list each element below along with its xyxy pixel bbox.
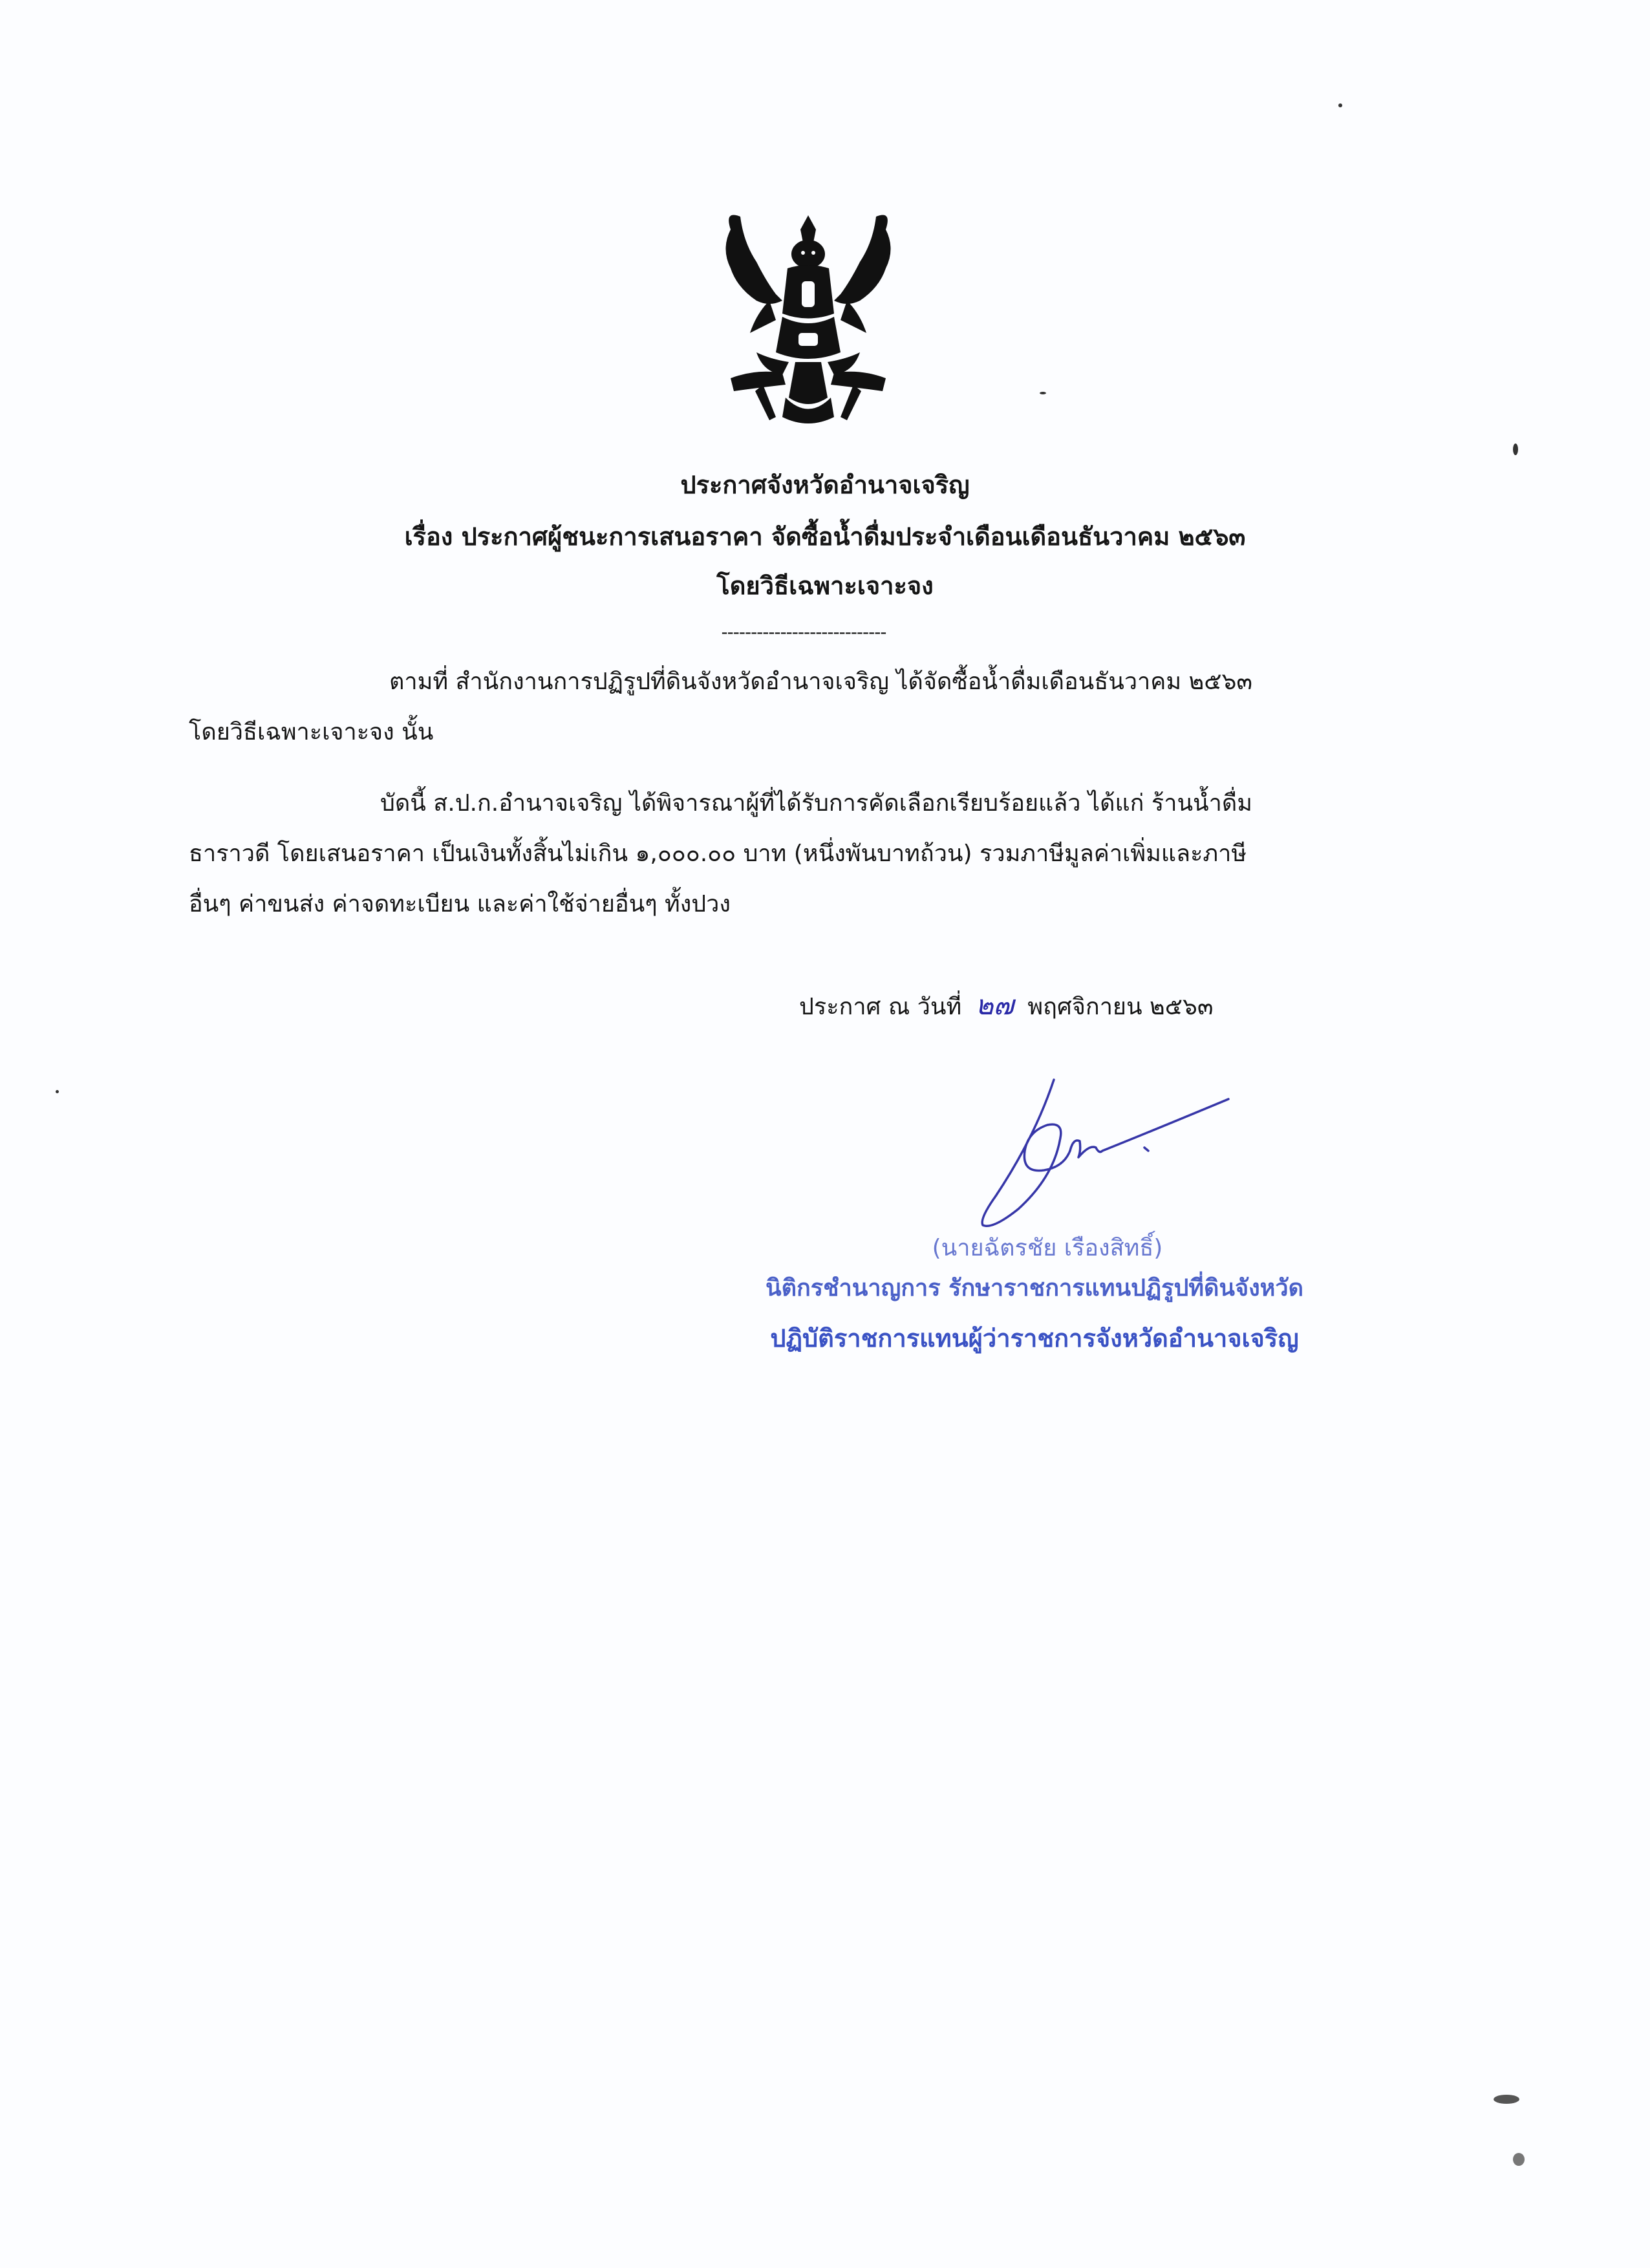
- scan-speck: [1513, 444, 1518, 455]
- garuda-emblem-icon: [705, 204, 912, 430]
- scan-speck: [1040, 392, 1046, 394]
- header-divider: ----------------------------: [721, 621, 886, 643]
- scan-speck: [1494, 2095, 1519, 2104]
- date-prefix: ประกาศ ณ วันที่: [799, 994, 962, 1020]
- announcement-date: [799, 989, 1214, 1023]
- paragraph2-line2: ธาราวดี โดยเสนอราคา เป็นเงินทั้งสิ้นไม่เกิน ๑,๐๐๐.๐๐ บาท (หนึ่งพันบาทถ้วน) รวมภาษีมูลค่าเพิ่มและภาษี: [189, 840, 1247, 867]
- date-month-year: พฤศจิกายน ๒๕๖๓: [1027, 994, 1214, 1020]
- scan-speck: [1513, 2153, 1525, 2166]
- paragraph1-line1: ตามที่ สำนักงานการปฏิรูปที่ดินจังหวัดอำนาจเจริญ ได้จัดซื้อน้ำดื่มเดือนธันวาคม ๒๕๖๓: [389, 669, 1252, 695]
- signer-authority: ปฏิบัติราชการแทนผู้ว่าราชการจังหวัดอำนาจเจริญ: [770, 1324, 1299, 1353]
- handwritten-day: ๒๗: [975, 989, 1014, 1021]
- scan-speck: [1338, 103, 1342, 107]
- scan-speck: [56, 1090, 59, 1093]
- announcement-title: ประกาศจังหวัดอำนาจเจริญ: [680, 471, 970, 499]
- handwritten-signature-icon: [905, 1060, 1241, 1241]
- announcement-subject: เรื่อง ประกาศผู้ชนะการเสนอราคา จัดซื้อน้ำดื่มประจำเดือนเดือนธันวาคม ๒๕๖๓: [404, 522, 1246, 551]
- procurement-method: โดยวิธีเฉพาะเจาะจง: [716, 572, 934, 600]
- signer-position: นิติกรชำนาญการ รักษาราชการแทนปฏิรูปที่ดินจังหวัด: [765, 1275, 1304, 1301]
- signer-name: (นายฉัตรชัย เรืองสิทธิ์): [932, 1235, 1163, 1261]
- paragraph1-line2: โดยวิธีเฉพาะเจาะจง นั้น: [189, 719, 434, 745]
- paragraph2-line1: บัดนี้ ส.ป.ก.อำนาจเจริญ ได้พิจารณาผู้ที่ได้รับการคัดเลือกเรียบร้อยแล้ว ได้แก่ ร้านน้ำดื่ม: [380, 790, 1252, 817]
- paragraph2-line3: อื่นๆ ค่าขนส่ง ค่าจดทะเบียน และค่าใช้จ่ายอื่นๆ ทั้งปวง: [189, 891, 731, 917]
